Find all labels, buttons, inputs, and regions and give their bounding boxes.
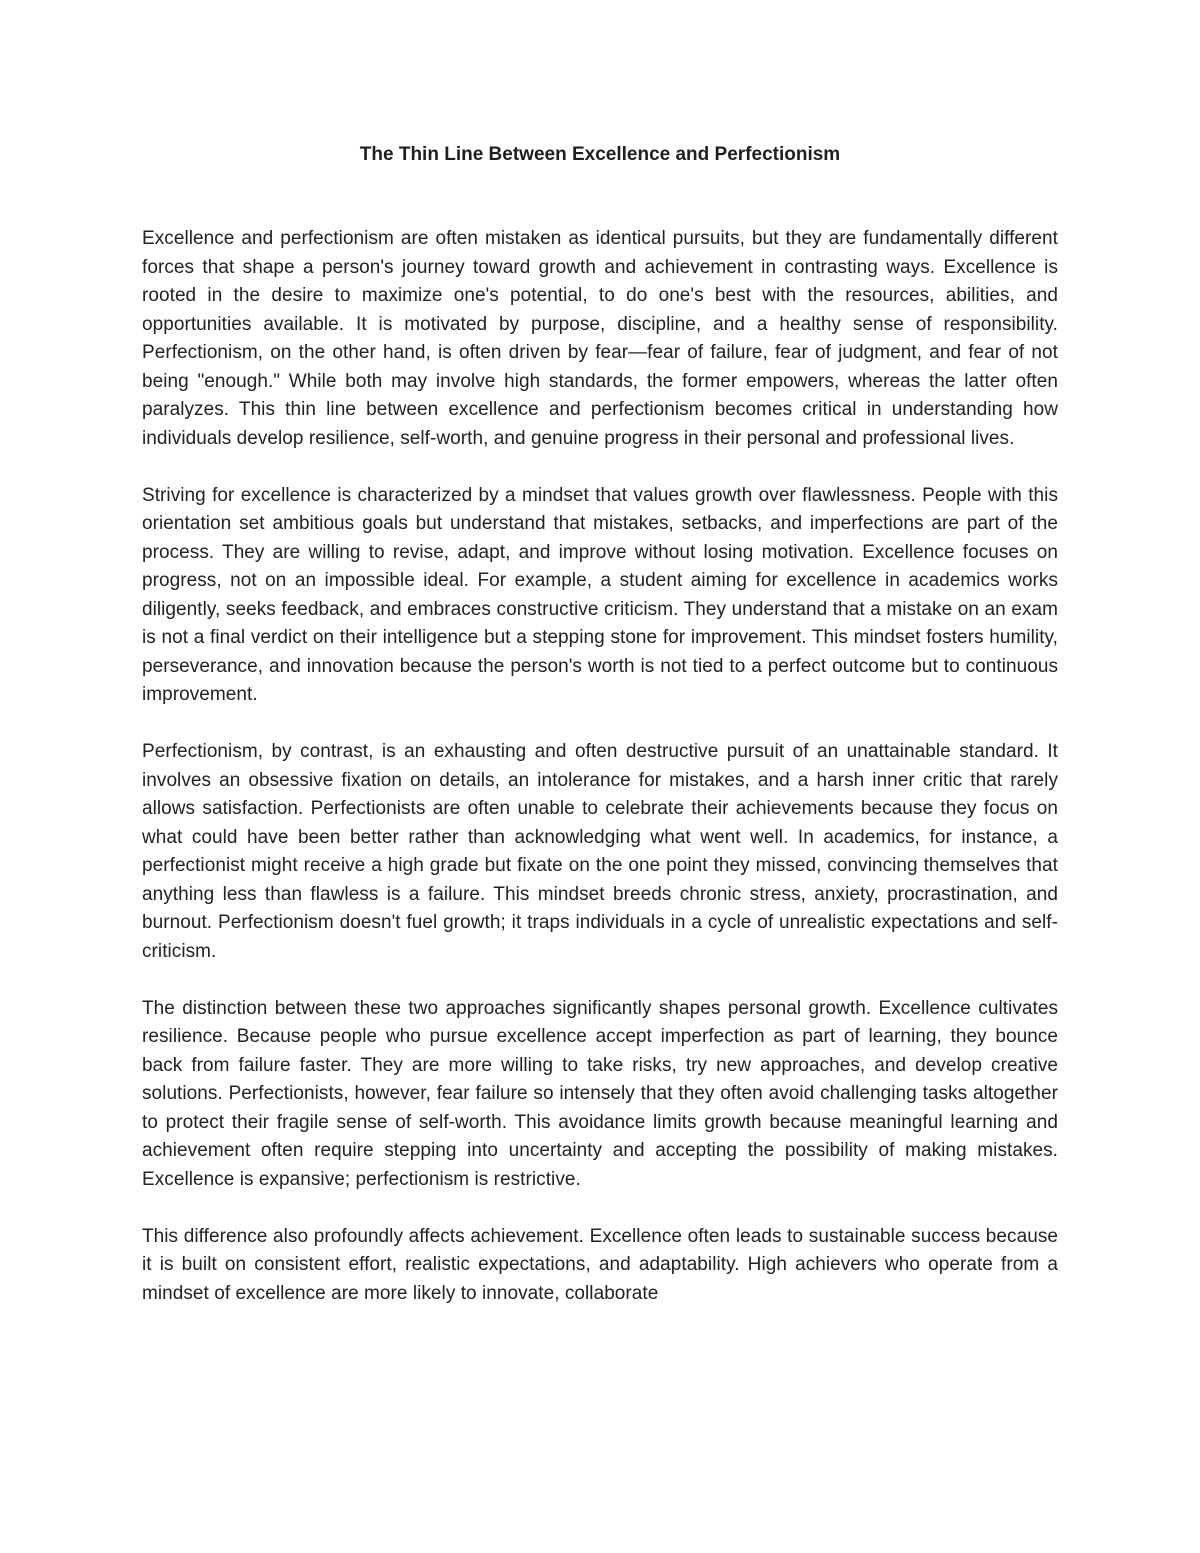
paragraph-1: Excellence and perfectionism are often mistaken as identical pursuits, but they are fundamentally different forces that shape a person's journey toward growth and achievement in contrasting ways. Excellence is rooted in the desire to maximize one's potential, to do one's best with the resources, abilities, and opportunities available. It is motivated by purpose, discipline, and a healthy sense of responsibility. Perfectionism, on the other hand, is often driven by fear—fear of failure, fear of judgment, and fear of not being "enough." While both may involve high standards, the former empowers, whereas the latter often paralyzes. This thin line between excellence and perfectionism becomes critical in understanding how individuals develop resilience, self-worth, and genuine progress in their personal and professional lives. [142, 228, 1058, 449]
document-title: The Thin Line Between Excellence and Perfectionism [359, 144, 841, 165]
paragraph-4: The distinction between these two approaches significantly shapes personal growth. Excellence cultivates resilience. Because people who pursue excellence accept imperfection as part of learning, they bounce back from failure faster. They are more willing to take risks, try new approaches, and develop creative solutions. Perfectionists, however, fear failure so intensely that they often avoid challenging tasks altogether to protect their fragile sense of self-worth. This avoidance limits growth because meaningful learning and achievement often require stepping into uncertainty and accepting the possibility of making mistakes. Excellence is expansive; perfectionism is restrictive. [142, 997, 1058, 1190]
paragraph-2: Striving for excellence is characterized by a mindset that values growth over flawlessness. People with this orientation set ambitious goals but understand that mistakes, setbacks, and imperfections are part of the process. They are willing to revise, adapt, and improve without losing motivation. Excellence focuses on progress, not on an impossible ideal. For example, a student aiming for excellence in academics works diligently, seeks feedback, and embraces constructive criticism. They understand that a mistake on an exam is not a final verdict on their intelligence but a stepping stone for improvement. This mindset fosters humility, perseverance, and innovation because the person's worth is not tied to a perfect outcome but to continuous improvement. [142, 484, 1058, 705]
document-body [142, 225, 1058, 1337]
paragraph-5: This difference also profoundly affects achievement. Excellence often leads to sustainable success because it is built on consistent effort, realistic expectations, and adaptability. High achievers who operate from a mindset of excellence are more likely to innovate, collaborate [142, 1225, 1058, 1304]
paragraph-3: Perfectionism, by contrast, is an exhausting and often destructive pursuit of an unattainable standard. It involves an obsessive fixation on details, an intolerance for mistakes, and a harsh inner critic that rarely allows satisfaction. Perfectionists are often unable to celebrate their achievements because they focus on what could have been better rather than acknowledging what went well. In academics, for instance, a perfectionist might receive a high grade but fixate on the one point they missed, convincing themselves that anything less than flawless is a failure. This mindset breeds chronic stress, anxiety, procrastination, and burnout. Perfectionism doesn't fuel growth; it traps individuals in a cycle of unrealistic expectations and self-criticism. [142, 741, 1058, 962]
